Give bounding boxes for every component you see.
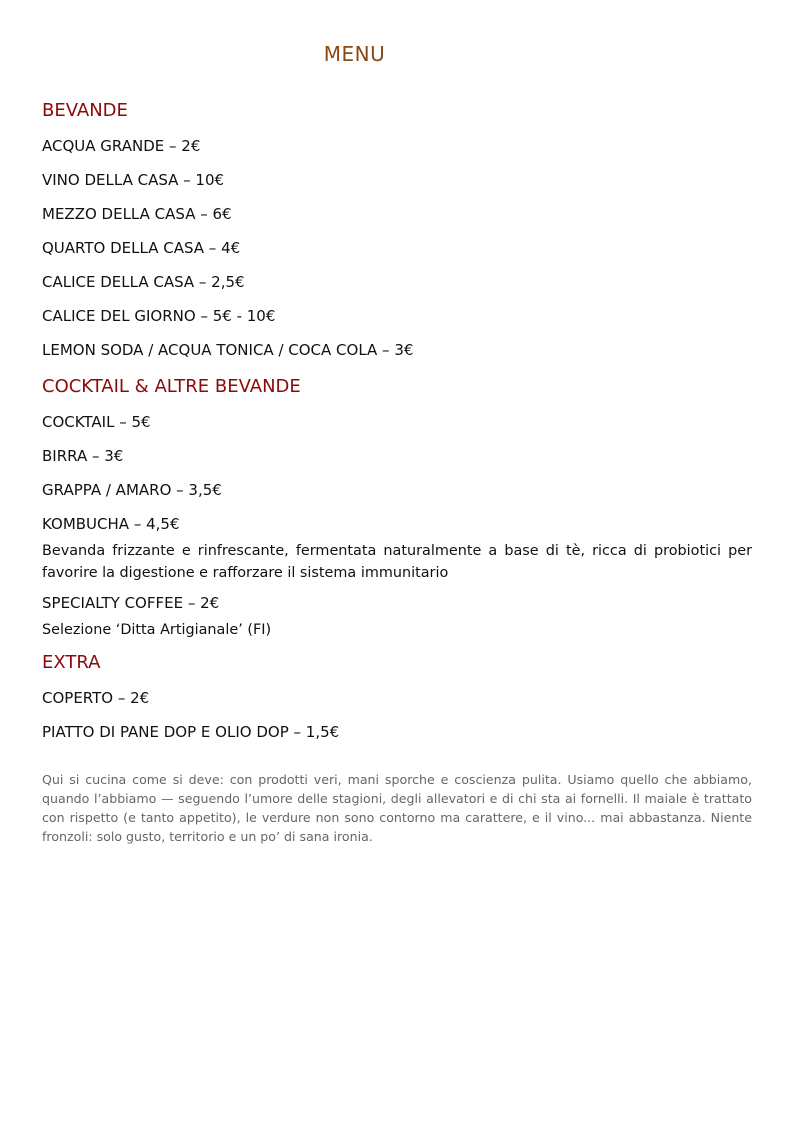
coffee-description: Selezione ‘Ditta Artigianale’ (FI)	[42, 622, 272, 638]
section-heading-bevande: BEVANDE	[42, 100, 128, 121]
menu-item: LEMON SODA / ACQUA TONICA / COCA COLA – 3€	[42, 341, 414, 359]
menu-item: KOMBUCHA – 4,5€	[42, 515, 180, 533]
menu-item: COCKTAIL – 5€	[42, 413, 151, 431]
menu-item: ACQUA GRANDE – 2€	[42, 137, 201, 155]
menu-item: VINO DELLA CASA – 10€	[42, 171, 225, 189]
menu-item: BIRRA – 3€	[42, 447, 124, 465]
menu-item: SPECIALTY COFFEE – 2€	[42, 594, 220, 612]
menu-item: CALICE DELLA CASA – 2,5€	[42, 273, 245, 291]
footer-note: Qui si cucina come si deve: con prodotti veri, mani sporche e coscienza pulita. Usiamo quello che abbiamo, quando l’abbiamo — seguendo l’umore delle stagioni, degli allevatori e di chi sta ai fornelli. Il maiale è trattato con rispetto (e tanto appetito), le verdure non sono contorno ma carattere, e il vino... mai abbastanza. Niente fronzoli: solo gusto, territorio e un po’ di sana ironia.	[42, 772, 752, 844]
menu-item: QUARTO DELLA CASA – 4€	[42, 239, 241, 257]
menu-item: MEZZO DELLA CASA – 6€	[42, 205, 232, 223]
kombucha-description: Bevanda frizzante e rinfrescante, fermentata naturalmente a base di tè, ricca di probiotici per favorire la digestione e rafforzare il sistema immunitario	[42, 543, 752, 581]
menu-item: COPERTO – 2€	[42, 689, 150, 707]
menu-item: GRAPPA / AMARO – 3,5€	[42, 481, 222, 499]
menu-item: PIATTO DI PANE DOP E OLIO DOP – 1,5€	[42, 723, 340, 741]
section-heading-extra: EXTRA	[42, 652, 101, 673]
menu-title: MENU	[323, 42, 386, 66]
section-heading-cocktail: COCKTAIL & ALTRE BEVANDE	[42, 376, 301, 397]
menu-item: CALICE DEL GIORNO – 5€ - 10€	[42, 307, 276, 325]
